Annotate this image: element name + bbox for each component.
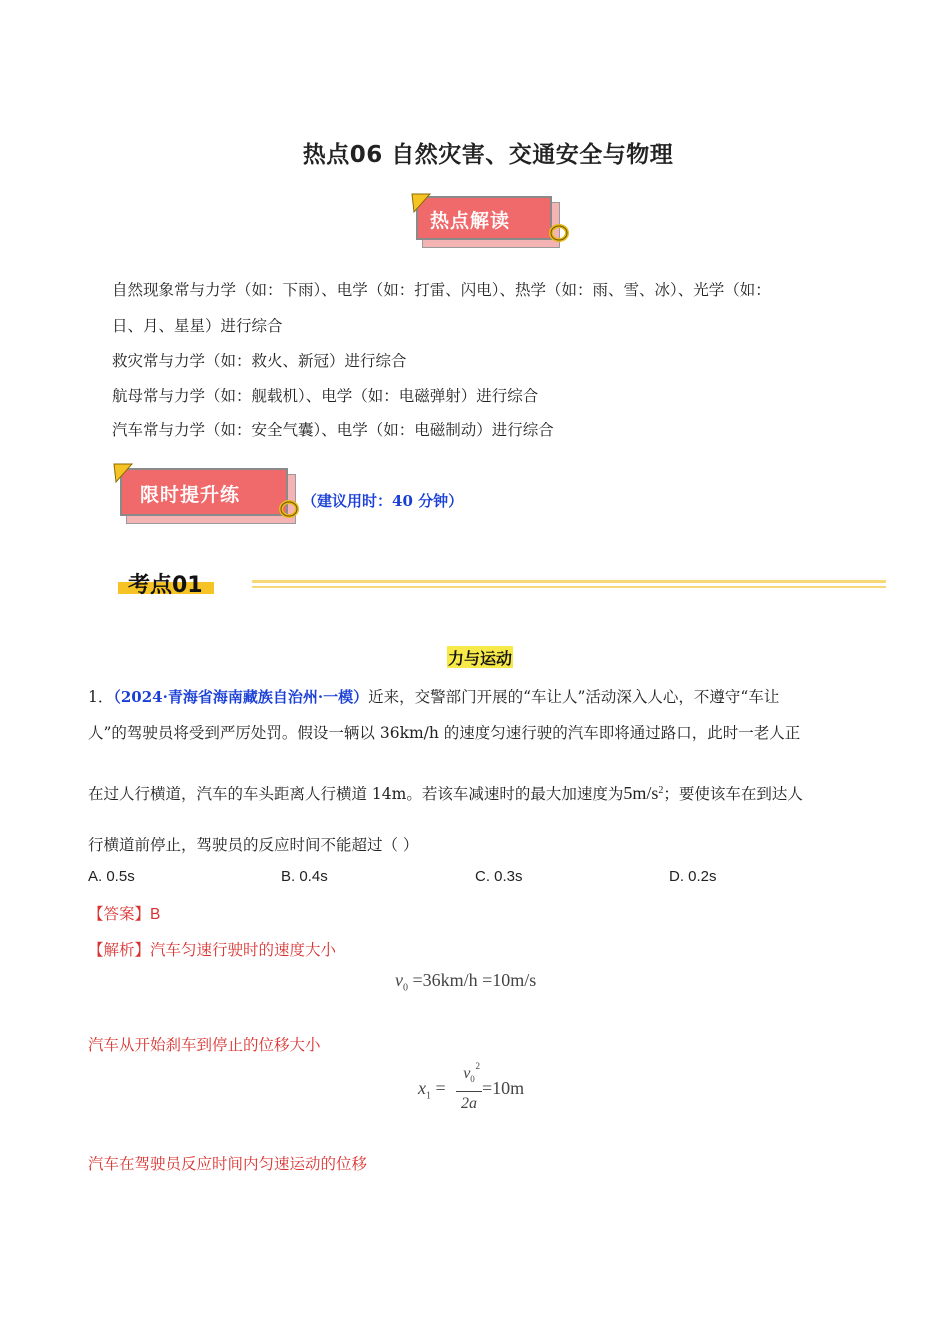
numerator-var: v (463, 1065, 471, 1082)
ring-icon (278, 498, 300, 520)
option-c: C. 0.3s (475, 868, 523, 885)
option-b: B. 0.4s (281, 868, 328, 885)
formula-var: x (418, 1078, 426, 1098)
answer-line (88, 902, 160, 924)
badge-label: 热点解读 (430, 210, 511, 232)
question-line-4: 行横道前停止，驾驶员的反应时间不能超过（ ） (88, 836, 419, 854)
question-line-2: 人”的驾驶员将受到严厉处罚。假设一辆以 36km/h 的速度匀速行驶的汽车即将通过路口，此时一老人正 (88, 724, 801, 742)
accel-value: 5m/s (623, 783, 659, 803)
question-number: 1． (88, 688, 114, 706)
section-title (447, 646, 513, 668)
kaodian-rule-bottom (252, 586, 886, 588)
kaodian-rule-top (252, 580, 886, 583)
numerator-exp: 2 (475, 1061, 480, 1071)
question-source: （2024·青海省海南藏族自治州·一模） (113, 688, 369, 706)
formula-velocity (395, 970, 536, 994)
page-title: 热点06 自然灾害、交通安全与物理 (302, 142, 674, 168)
answer-label: 【答案】 (88, 905, 151, 923)
intro-line-1: 自然现象常与力学（如：下雨）、电学（如：打雷、闪电）、热学（如：雨、雪、冰）、光学（如： (112, 281, 771, 299)
option-d: D. 0.2s (669, 868, 717, 885)
question-text: 在过人行横道，汽车的车头距离人行横道 14m。若该车减速时的最大加速度为 (88, 785, 624, 803)
answer-value: B (150, 906, 161, 923)
formula-var: v (395, 970, 403, 990)
analysis-line-3: 汽车在驾驶员反应时间内匀速运动的位移 (88, 1155, 368, 1173)
formula-fraction (456, 1061, 482, 1114)
intro-line-4: 航母常与力学（如：舰载机）、电学（如：电磁弹射）进行综合 (112, 387, 539, 405)
triangle-flag-icon (112, 462, 134, 484)
formula-sub: 1 (426, 1090, 431, 1102)
formula-result: =10m (482, 1078, 525, 1098)
question-line-3 (88, 782, 803, 804)
ring-icon (548, 222, 570, 244)
fraction-bar (456, 1091, 482, 1092)
kaodian-label: 考点01 (128, 573, 203, 598)
question-text: ；要使该车在到达人 (663, 785, 803, 803)
analysis-text: 汽车匀速行驶时的速度大小 (150, 941, 337, 959)
triangle-flag-icon (410, 192, 432, 214)
intro-line-5: 汽车常与力学（如：安全气囊）、电学（如：电磁制动）进行综合 (112, 421, 554, 439)
accel-exponent: 2 (658, 784, 664, 796)
formula-lhs (418, 1078, 446, 1102)
formula-eq: = (431, 1078, 446, 1098)
analysis-label: 【解析】 (88, 941, 151, 959)
kaodian-header (114, 566, 886, 602)
numerator-sub: 0 (470, 1074, 475, 1085)
timed-practice-badge (112, 462, 302, 528)
fraction-denominator (456, 1094, 482, 1114)
analysis-line-1 (88, 938, 336, 960)
hotspot-reading-badge (410, 192, 570, 252)
badge-label: 限时提升练 (140, 484, 241, 506)
intro-line-3: 救灾常与力学（如：救火、新冠）进行综合 (112, 352, 407, 370)
intro-line-2: 日、月、星星）进行综合 (112, 317, 283, 335)
fraction-numerator (456, 1061, 482, 1089)
formula-rest: =36km/h =10m/s (408, 970, 537, 990)
option-a: A. 0.5s (88, 868, 135, 885)
denominator-text: 2a (461, 1095, 477, 1113)
suggested-time-note: （建议用时：40 分钟） (302, 492, 464, 510)
formula-sub: 0 (403, 982, 408, 994)
analysis-line-2: 汽车从开始刹车到停止的位移大小 (88, 1036, 321, 1054)
formula-displacement (418, 1061, 578, 1120)
section-title-text: 力与运动 (448, 649, 513, 668)
question-line-1 (88, 685, 779, 707)
question-text: 近来，交警部门开展的“车让人”活动深入人心，不遵守“车让 (368, 688, 780, 706)
